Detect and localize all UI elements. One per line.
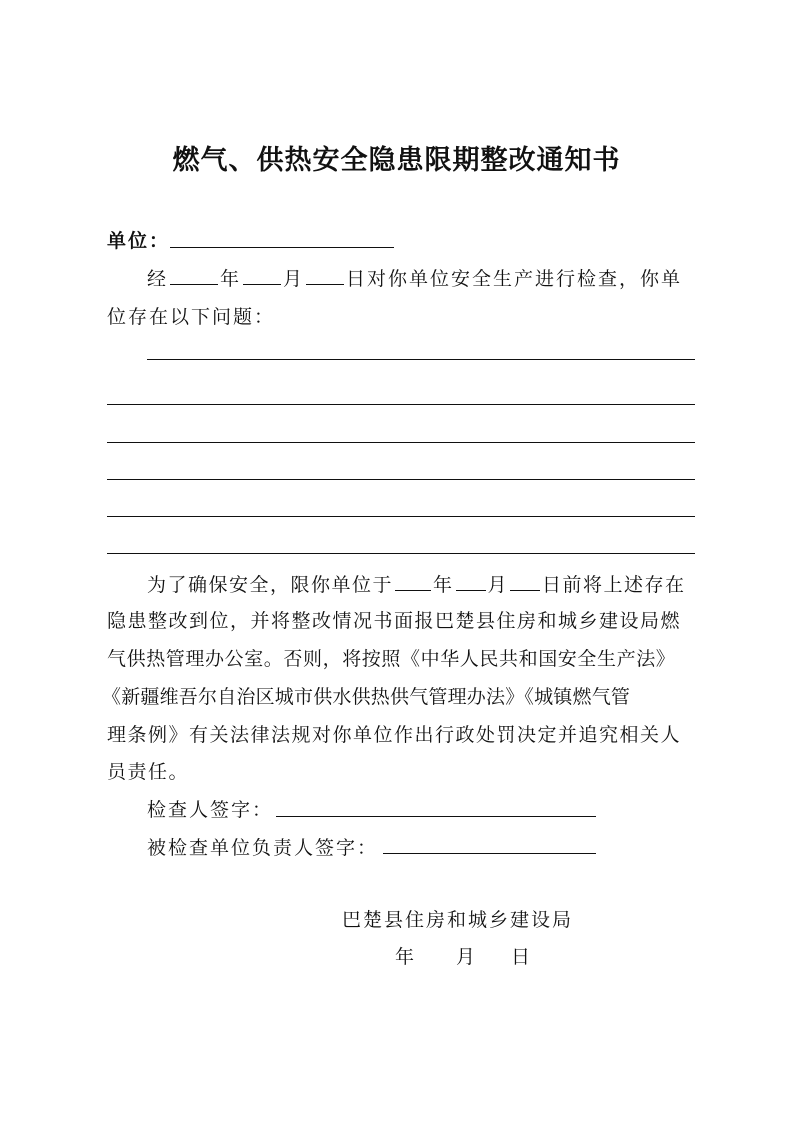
date-yue: 月	[456, 946, 478, 968]
inspector-sign-blank[interactable]	[276, 816, 596, 817]
intro-nian: 年	[220, 268, 242, 290]
rectify-lead: 为了确保安全，限你单位于	[147, 574, 394, 596]
intro-day-blank[interactable]	[306, 266, 344, 285]
unit-label: 单位：	[107, 230, 171, 252]
problem-line-2[interactable]	[107, 404, 695, 405]
rectify-year-blank[interactable]	[395, 572, 431, 591]
inspected-sign-blank[interactable]	[383, 853, 596, 854]
rectify-line-4: 《新疆维吾尔自治区城市供水供热供气管理办法》《城镇燃气管	[102, 686, 631, 708]
inspected-sign-label: 被检查单位负责人签字：	[147, 837, 379, 859]
rectify-day-blank[interactable]	[510, 572, 540, 591]
problem-line-1[interactable]	[147, 359, 695, 360]
date-nian: 年	[395, 946, 417, 968]
rectify-line-1	[147, 570, 686, 597]
rectify-nian: 年	[433, 574, 454, 596]
issuer: 巴楚县住房和城乡建设局	[342, 909, 574, 931]
date-ri: 日	[511, 946, 533, 968]
intro-ri-text: 日对你单位安全生产进行检查，你单	[346, 268, 683, 290]
intro-line-2: 位存在以下问题：	[107, 306, 276, 328]
problem-line-3[interactable]	[107, 442, 695, 443]
intro-line-1	[147, 264, 682, 291]
intro-year-blank[interactable]	[170, 266, 218, 285]
rectify-line-2: 隐患整改到位，并将整改情况书面报巴楚县住房和城乡建设局燃	[107, 610, 682, 632]
rectify-yue: 月	[487, 574, 509, 596]
unit-blank[interactable]	[170, 247, 394, 248]
page-title: 燃气、供热安全隐患限期整改通知书	[172, 145, 621, 176]
intro-month-blank[interactable]	[243, 266, 281, 285]
problem-line-4[interactable]	[107, 479, 695, 480]
problem-line-5[interactable]	[107, 516, 695, 517]
intro-jing: 经	[147, 268, 169, 290]
intro-yue: 月	[283, 268, 305, 290]
date-line	[395, 942, 535, 969]
rectify-line-6: 员责任。	[107, 761, 190, 783]
rectify-month-blank[interactable]	[456, 572, 486, 591]
problem-line-6[interactable]	[107, 553, 695, 554]
inspector-sign-label: 检查人签字：	[147, 799, 274, 821]
rectify-line-5: 理条例》有关法律法规对你单位作出行政处罚决定并追究相关人	[107, 724, 682, 746]
rectify-line-3: 气供热管理办公室。否则，将按照《中华人民共和国安全生产法》	[107, 648, 676, 670]
rectify-ri-text: 日前将上述存在	[542, 574, 686, 596]
